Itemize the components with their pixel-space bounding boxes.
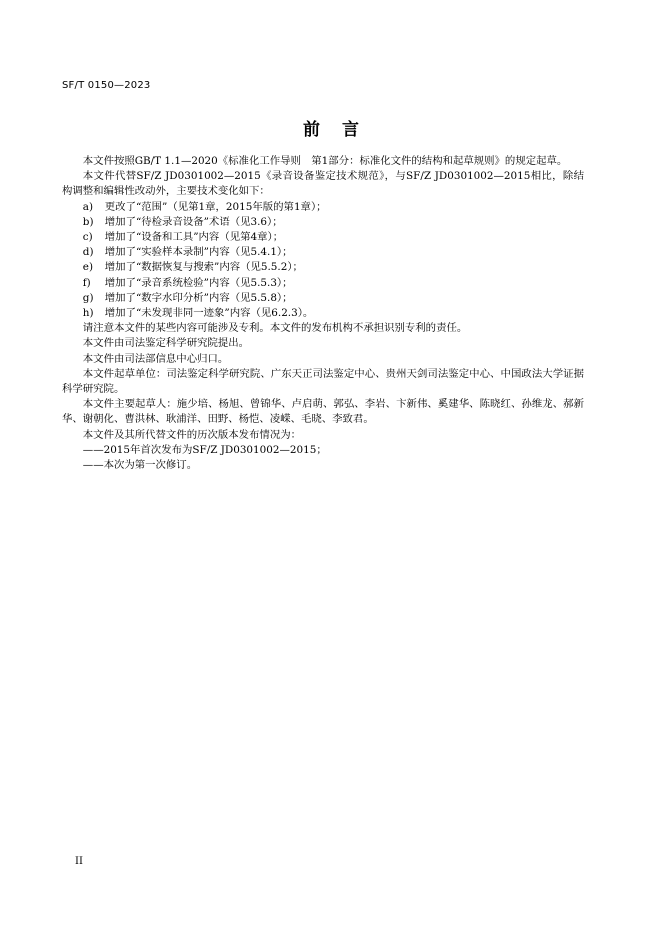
list-item-text: 增加了“实验样本录制”内容（见5.4.1）； — [104, 246, 293, 259]
page-number: II — [75, 856, 83, 867]
paragraph-replacement: 本文件代替SF/Z JD0301002—2015《录音设备鉴定技术规范》，与SF/Z JD0301002—2015相比，除结构调整和编辑性改动外，主要技术变化如下： — [62, 170, 584, 198]
list-item — [62, 245, 584, 260]
paragraph-drafting-units: 本文件起草单位：司法鉴定科学研究院、广东天正司法鉴定中心、贵州天剑司法鉴定中心、中国政法大学证据科学研究院。 — [62, 367, 584, 396]
list-marker: g) — [82, 291, 94, 304]
list-marker: e) — [82, 261, 93, 274]
paragraph-history-intro: 本文件及其所代替文件的历次版本发布情况为： — [82, 428, 301, 441]
history-item: ——本次为第一次修订。 — [82, 459, 198, 472]
list-item — [62, 230, 584, 245]
list-item — [62, 306, 584, 321]
list-marker: f) — [82, 276, 91, 289]
paragraph-patent-notice: 请注意本文件的某些内容可能涉及专利。本文件的发布机构不承担识别专利的责任。 — [82, 322, 468, 335]
list-item-text: 增加了“待检录音设备”术语（见3.6）； — [104, 215, 283, 228]
history-item: ——2015年首次发布为SF/Z JD0301002—2015； — [82, 443, 327, 456]
list-item-text: 增加了“未发现非同一迹象”内容（见6.2.3）。 — [104, 307, 314, 320]
list-marker: c) — [82, 231, 93, 244]
list-marker: d) — [82, 246, 94, 259]
list-item — [62, 200, 584, 215]
paragraph-administrator: 本文件由司法部信息中心归口。 — [82, 352, 229, 365]
list-item — [62, 215, 584, 230]
list-item-text: 增加了“数据恢复与搜索”内容（见5.5.2）； — [104, 261, 303, 274]
paragraph-proposer: 本文件由司法鉴定科学研究院提出。 — [82, 337, 250, 350]
list-item — [62, 260, 584, 275]
document-body — [62, 154, 584, 473]
list-item-text: 更改了“范围”（见第1章，2015年版的第1章）； — [104, 200, 327, 213]
list-item-text: 增加了“数字水印分析”内容（见5.5.8）； — [104, 291, 293, 304]
list-item-text: 增加了“设备和工具”内容（见第4章）； — [104, 231, 284, 244]
changes-list — [62, 200, 584, 322]
paragraph-drafters: 本文件主要起草人：施少培、杨旭、曾锦华、卢启萌、郭弘、李岩、卞新伟、奚建华、陈晓红、孙维龙、郝新华、谢朝化、曹洪林、耿浦洋、田野、杨恺、凌嵘、毛晓、李致君。 — [62, 398, 584, 426]
list-marker: a) — [82, 200, 94, 213]
paragraph-drafting-rules: 本文件按照GB/T 1.1—2020《标准化工作导则 第1部分：标准化文件的结构和起草规则》的规定起草。 — [82, 155, 568, 167]
page-title: 前言 — [303, 120, 381, 140]
document-code: SF/T 0150—2023 — [62, 80, 151, 91]
list-marker: b) — [82, 215, 94, 228]
list-marker: h) — [82, 307, 94, 320]
list-item-text: 增加了“录音系统检验”内容（见5.5.3）； — [104, 276, 293, 289]
list-item — [62, 291, 584, 306]
list-item — [62, 276, 584, 291]
